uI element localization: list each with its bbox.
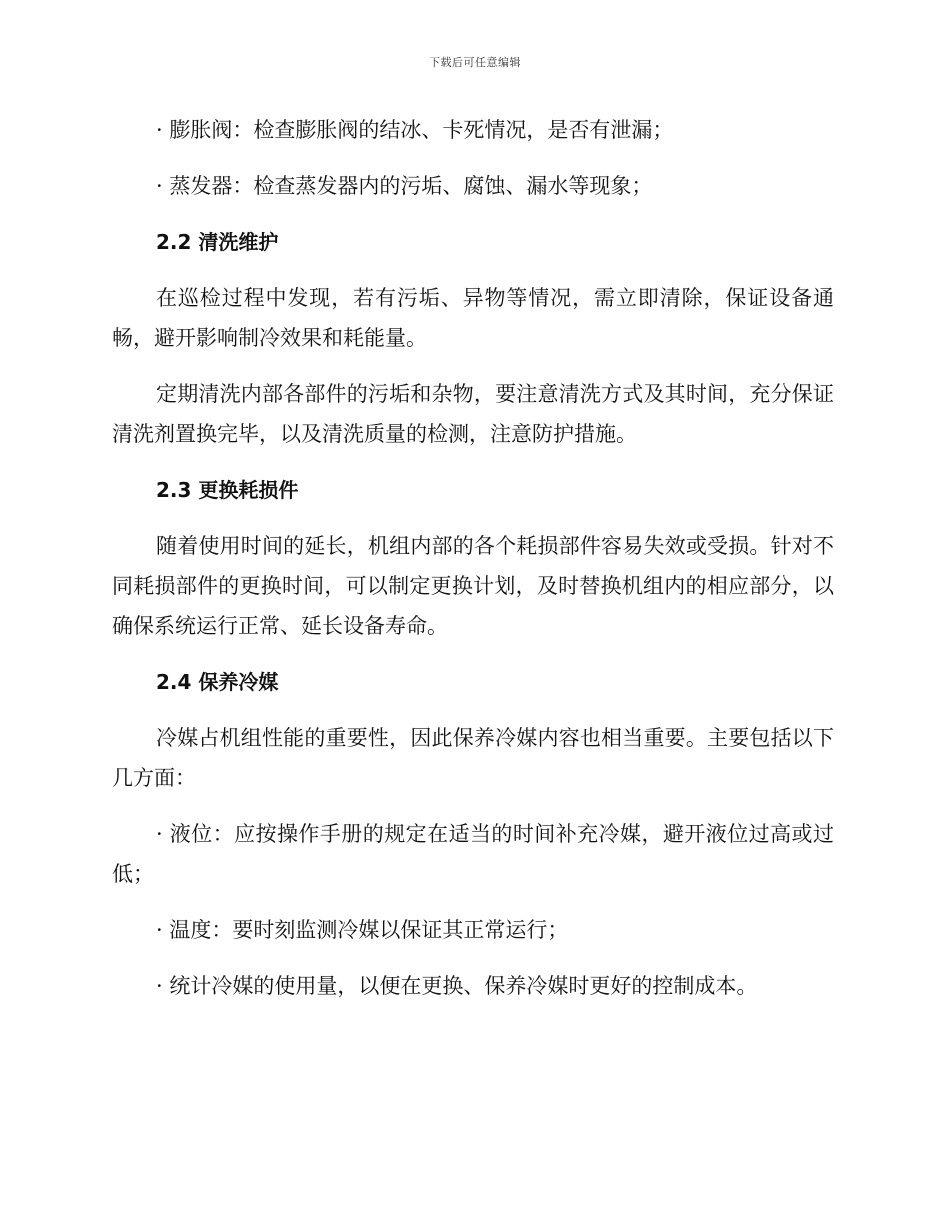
paragraph-refrigerant-intro: 冷媒占机组性能的重要性，因此保养冷媒内容也相当重要。主要包括以下几方面： (112, 726, 834, 790)
paragraph-replace-parts: 随着使用时间的延长，机组内部的各个耗损部件容易失效或受损。针对不同耗损部件的更换时间，可以制定更换计划，及时替换机组内的相应部分，以确保系统运行正常、延长设备寿命。 (112, 534, 834, 638)
bullet-evaporator: · 蒸发器：检查蒸发器内的污垢、腐蚀、漏水等现象； (156, 174, 653, 198)
page-header: 下载后可任意编辑 (429, 56, 521, 69)
bullet-usage-statistics: · 统计冷媒的使用量，以便在更换、保养冷媒时更好的控制成本。 (156, 974, 758, 998)
bullet-temperature: · 温度：要时刻监测冷媒以保证其正常运行； (156, 918, 569, 942)
section-heading-2-3: 2.3 更换耗损件 (156, 478, 299, 502)
bullet-liquid-level: · 液位：应按操作手册的规定在适当的时间补充冷媒，避开液位过高或过低； (112, 822, 834, 886)
section-heading-2-2: 2.2 清洗维护 (156, 230, 279, 254)
bullet-expansion-valve: · 膨胀阀：检查膨胀阀的结冰、卡死情况，是否有泄漏； (156, 118, 674, 142)
document-body (112, 110, 834, 1022)
paragraph-periodic-cleaning: 定期清洗内部各部件的污垢和杂物，要注意清洗方式及其时间，充分保证清洗剂置换完毕，以及清洗质量的检测，注意防护措施。 (112, 382, 834, 446)
section-heading-2-4: 2.4 保养冷媒 (156, 670, 279, 694)
paragraph-inspection-cleaning: 在巡检过程中发现，若有污垢、异物等情况，需立即清除，保证设备通畅，避开影响制冷效果和耗能量。 (112, 286, 834, 350)
